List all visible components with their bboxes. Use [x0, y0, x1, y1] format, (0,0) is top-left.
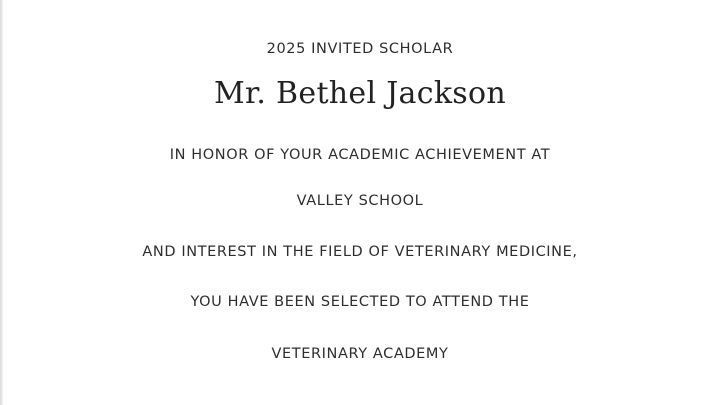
honor-line: IN HONOR OF YOUR ACADEMIC ACHIEVEMENT AT	[169, 147, 551, 163]
selected-line: YOU HAVE BEEN SELECTED TO ATTEND THE	[190, 294, 530, 310]
scholar-heading: 2025 INVITED SCHOLAR	[266, 41, 454, 57]
school-line: VALLEY SCHOOL	[296, 193, 424, 209]
academy-line: VETERINARY ACADEMY	[271, 346, 449, 362]
interest-line: AND INTEREST IN THE FIELD OF VETERINARY MEDICINE,	[142, 244, 578, 260]
recipient-name: Mr. Bethel Jackson	[214, 76, 506, 111]
